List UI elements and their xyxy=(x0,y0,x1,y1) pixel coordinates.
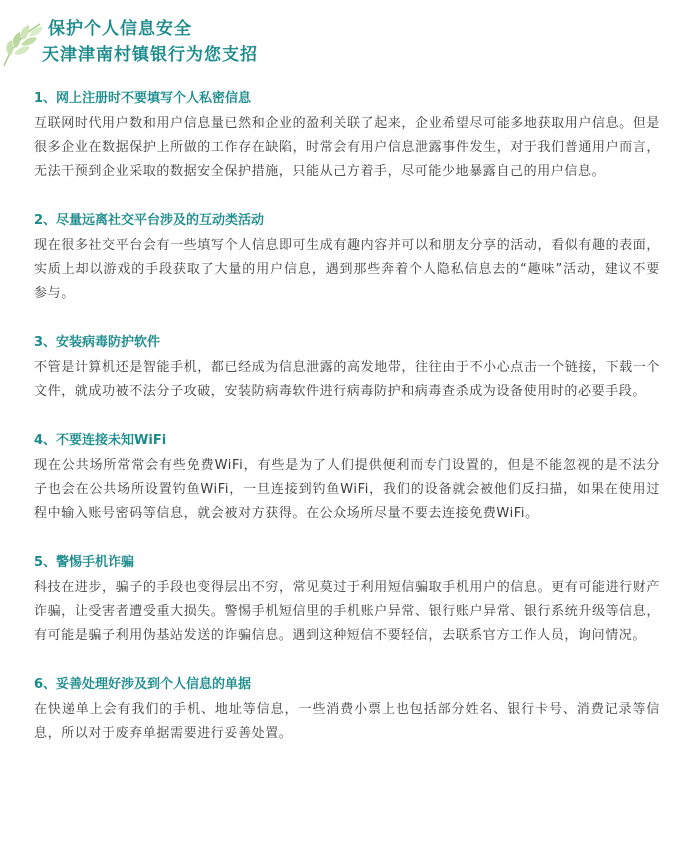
title-line-2: 天津津南村镇银行为您支招 xyxy=(42,45,258,65)
section-6 xyxy=(34,674,660,746)
article-header xyxy=(0,0,686,72)
section-body: 现在公共场所常常会有些免费WiFi，有些是为了人们提供便利而专门设置的，但是不能忽视的是不法分子也会在公共场所设置钓鱼WiFi，一旦连接到钓鱼WiFi，我们的设备就会被他们反扫描，如果在使用过程中输入账号密码等信息，就会被对方获得。在公众场所尽量不要去连接免费WiFi。 xyxy=(34,458,660,521)
section-heading: 3、安装病毒防护软件 xyxy=(34,335,161,350)
section-5 xyxy=(34,552,660,648)
section-heading: 2、尽量远离社交平台涉及的互动类活动 xyxy=(34,213,265,228)
section-2 xyxy=(34,210,660,306)
section-body: 现在很多社交平台会有一些填写个人信息即可生成有趣内容并可以和朋友分享的活动，看似有趣的表面，实质上却以游戏的手段获取了大量的用户信息，遇到那些奔着个人隐私信息去的“趣味”活动，建议不要参与。 xyxy=(34,238,660,301)
section-body: 互联网时代用户数和用户信息量已然和企业的盈利关联了起来，企业希望尽可能多地获取用户信息。但是很多企业在数据保护上所做的工作存在缺陷，时常会有用户信息泄露事件发生，对于我们普通用户而言，无法干预到企业采取的数据安全保护措施，只能从己方着手，尽可能少地暴露自己的用户信息。 xyxy=(34,116,660,179)
section-body: 在快递单上会有我们的手机、地址等信息，一些消费小票上也包括部分姓名、银行卡号、消费记录等信息，所以对于废弃单据需要进行妥善处置。 xyxy=(34,702,660,741)
title-line-1: 保护个人信息安全 xyxy=(48,19,192,39)
section-body: 不管是计算机还是智能手机，都已经成为信息泄露的高发地带，往往由于不小心点击一个链接，下载一个文件，就成功被不法分子攻破，安装防病毒软件进行病毒防护和病毒查杀成为设备使用时的必要手段。 xyxy=(34,360,660,399)
section-body: 科技在进步，骗子的手段也变得层出不穷，常见莫过于利用短信骗取手机用户的信息。更有可能进行财产诈骗，让受害者遭受重大损失。警惕手机短信里的手机账户异常、银行账户异常、银行系统升级等信息，有可能是骗子利用伪基站发送的诈骗信息。遇到这种短信不要轻信，去联系官方工作人员，询问情况。 xyxy=(34,580,660,643)
section-heading: 4、不要连接未知WiFi xyxy=(34,433,167,448)
section-3 xyxy=(34,332,660,404)
section-heading: 5、警惕手机诈骗 xyxy=(34,555,135,570)
article-content xyxy=(34,88,660,746)
section-4 xyxy=(34,430,660,526)
section-heading: 1、网上注册时不要填写个人私密信息 xyxy=(34,91,252,106)
section-1 xyxy=(34,88,660,184)
section-heading: 6、妥善处理好涉及到个人信息的单据 xyxy=(34,677,252,692)
